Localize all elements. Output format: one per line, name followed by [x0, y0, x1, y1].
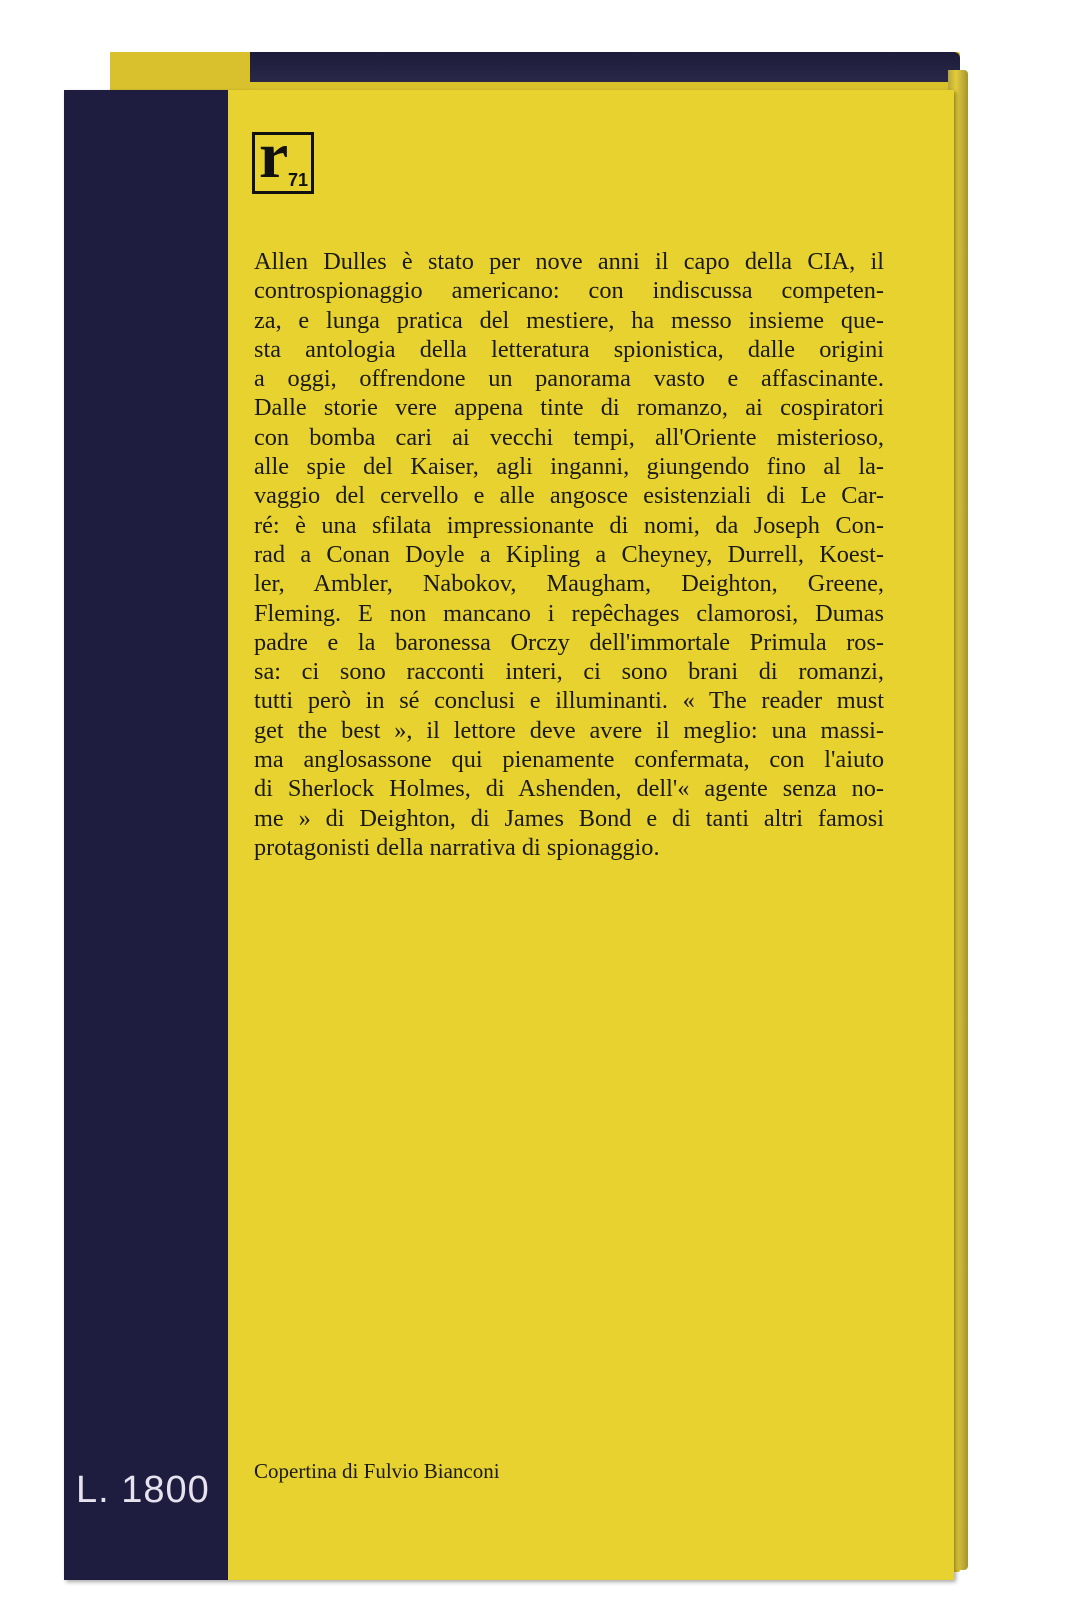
blurb-line: di Sherlock Holmes, di Ashenden, dell'« agente senza no-	[254, 775, 884, 803]
blurb-line: get the best », il lettore deve avere il meglio: una massi-	[254, 716, 884, 744]
blurb-line: rad a Conan Doyle a Kipling a Cheyney, Durrell, Koest-	[254, 540, 884, 568]
back-cover	[64, 90, 954, 1580]
blurb-line: padre e la baronessa Orczy dell'immortale Primula ros-	[254, 628, 884, 656]
spine-strip	[64, 90, 228, 1580]
blurb-line: ré: è una sfilata impressionante di nomi, da Joseph Con-	[254, 511, 884, 539]
blurb-line: za, e lunga pratica del mestiere, ha messo insieme que-	[254, 306, 884, 334]
book-back-edge-spine	[250, 52, 960, 82]
logo-letter: r	[259, 119, 289, 192]
blurb-line: alle spie del Kaiser, agli inganni, giungendo fino al la-	[254, 453, 884, 481]
book-back-edge-yellow	[110, 52, 250, 92]
blurb-line: con bomba cari ai vecchi tempi, all'Oriente misterioso,	[254, 423, 884, 451]
blurb-line: tutti però in sé conclusi e illuminanti. « The reader must	[254, 687, 884, 715]
blurb-line: protagonisti della narrativa di spionaggio.	[254, 833, 660, 861]
logo-number: 71	[287, 170, 308, 190]
blurb-line: sta antologia della letteratura spionistica, dalle origini	[254, 335, 884, 363]
cover-credit: Copertina di Fulvio Bianconi	[254, 1459, 500, 1483]
blurb-line: me » di Deighton, di James Bond e di tanti altri famosi	[254, 804, 884, 832]
blurb-line: ler, Ambler, Nabokov, Maugham, Deighton, Greene,	[254, 570, 884, 598]
blurb-text	[254, 247, 884, 862]
price-label: L. 1800	[76, 1469, 210, 1511]
blurb-line: Dalle storie vere appena tinte di romanzo, ai cospiratori	[254, 394, 884, 422]
publisher-logo	[252, 119, 314, 194]
blurb-line: controspionaggio americano: con indiscussa competen-	[254, 277, 884, 305]
blurb-line: Fleming. E non mancano i repêchages clamorosi, Dumas	[254, 599, 884, 627]
blurb-line: vaggio del cervello e alle angosce esistenziali di Le Car-	[254, 482, 884, 510]
blurb-line: a oggi, offrendone un panorama vasto e affascinante.	[254, 365, 884, 393]
blurb-line: Allen Dulles è stato per nove anni il capo della CIA, il	[254, 248, 884, 275]
blurb-line: sa: ci sono racconti interi, ci sono brani di romanzi,	[254, 658, 884, 686]
blurb-line: ma anglosassone qui pienamente confermata, con l'aiuto	[254, 746, 884, 774]
